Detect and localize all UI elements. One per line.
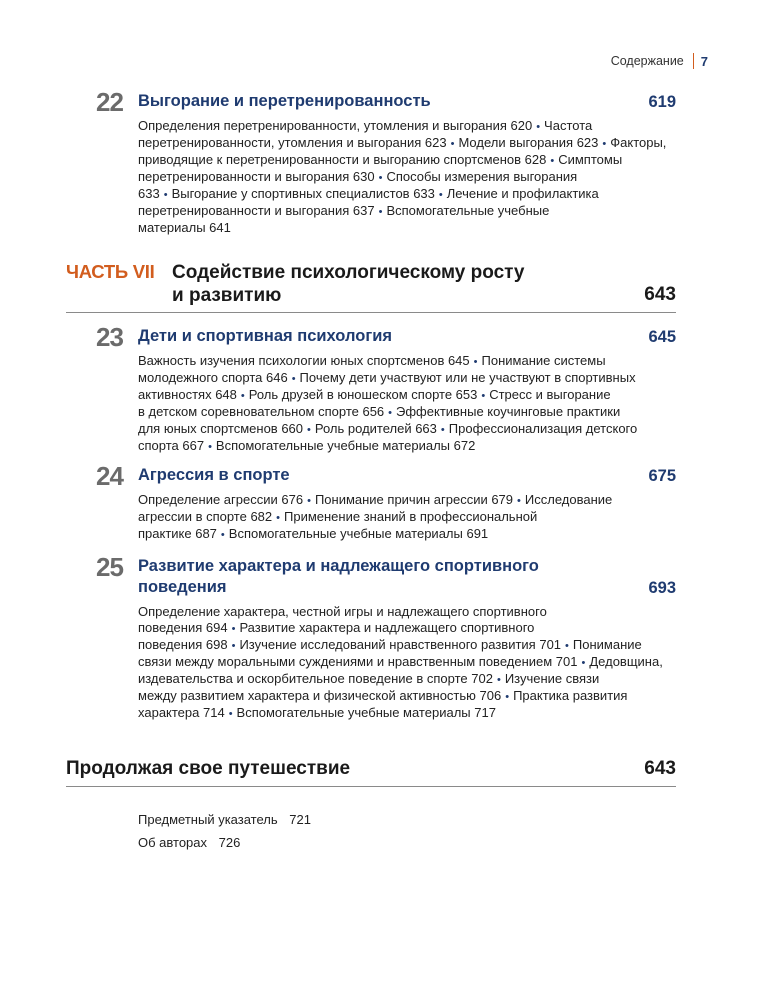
bullet-separator: • <box>473 356 478 368</box>
toc-chapter-23 <box>96 322 676 455</box>
bullet-separator: • <box>228 708 233 720</box>
bullet-separator: • <box>231 640 236 652</box>
bullet-separator: • <box>450 138 455 150</box>
closing-page[interactable]: 643 <box>644 758 676 779</box>
part-divider <box>66 312 676 313</box>
bullet-separator: • <box>291 373 296 385</box>
contents-line: перетренированности, утомления и выгорания 623 • Модели выгорания 623 • Факторы, <box>138 135 667 150</box>
backmatter-page: 726 <box>218 835 241 850</box>
contents-line: характера 714 • Вспомогательные учебные материалы 717 <box>138 705 496 720</box>
bullet-separator: • <box>565 640 569 652</box>
chapter-contents <box>138 118 676 236</box>
running-head <box>611 53 708 69</box>
chapter-page[interactable]: 693 <box>648 579 676 597</box>
toc-chapter-22 <box>96 87 676 236</box>
closing-divider <box>66 786 676 787</box>
chapter-title[interactable]: Выгорание и перетренированность <box>138 92 431 110</box>
contents-line: между развитием характера и физической активностью 706 • Практика развития <box>138 688 628 703</box>
contents-line: в детском соревновательном спорте 656 • Эффективные коучинговые практики <box>138 404 621 419</box>
contents-line: Определение характера, честной игры и надлежащего спортивного <box>138 604 547 619</box>
bullet-separator: • <box>208 441 212 453</box>
bullet-separator: • <box>307 495 311 507</box>
contents-line: перетренированности и выгорания 630 • Способы измерения выгорания <box>138 169 578 184</box>
backmatter-page: 721 <box>289 812 311 827</box>
contents-line: активностях 648 • Роль друзей в юношеском спорте 653 • Стресс и выгорание <box>138 387 611 402</box>
chapter-title-line: поведения <box>138 578 227 596</box>
chapter-number: 24 <box>96 461 123 491</box>
part-label: ЧАСТЬ VII <box>66 261 155 282</box>
chapter-contents <box>138 353 676 455</box>
bullet-separator: • <box>231 623 236 635</box>
part-title-line: Содействие психологическому росту <box>172 262 525 283</box>
closing-title[interactable]: Продолжая свое путешествие <box>66 758 351 779</box>
page-number: 7 <box>700 53 708 69</box>
bullet-separator: • <box>550 155 555 167</box>
bullet-separator: • <box>481 390 486 402</box>
contents-line: молодежного спорта 646 • Почему дети участвуют или не участвуют в спортивных <box>138 370 636 385</box>
bullet-separator: • <box>440 424 445 436</box>
bullet-separator: • <box>602 138 607 150</box>
contents-line: связи между моральными суждениями и нравственным поведением 701 • Дедовщина, <box>138 654 663 669</box>
backmatter-index[interactable] <box>138 812 311 827</box>
chapter-page[interactable]: 619 <box>648 93 676 111</box>
chapter-page[interactable]: 675 <box>648 467 676 485</box>
part-title-line: и развитию <box>172 285 282 306</box>
toc-backmatter <box>138 812 311 858</box>
bullet-separator: • <box>307 424 311 436</box>
running-head-section: Содержание <box>610 54 684 68</box>
bullet-separator: • <box>388 407 393 419</box>
contents-line: практике 687 • Вспомогательные учебные материалы 691 <box>138 526 489 541</box>
running-head-divider <box>693 53 694 69</box>
bullet-separator: • <box>505 691 510 703</box>
backmatter-label: Предметный указатель <box>138 812 278 827</box>
bullet-separator: • <box>438 189 443 201</box>
bullet-separator: • <box>276 512 280 524</box>
contents-line: поведения 694 • Развитие характера и надлежащего спортивного <box>138 620 535 635</box>
toc-closing-section <box>66 758 676 787</box>
chapter-number: 22 <box>96 87 123 117</box>
backmatter-label: Об авторах <box>138 835 208 850</box>
contents-line: Определение агрессии 676 • Понимание причин агрессии 679 • Исследование <box>138 492 613 507</box>
contents-line: Важность изучения психологии юных спортсменов 645 • Понимание системы <box>138 353 606 368</box>
contents-line: Определения перетренированности, утомления и выгорания 620 • Частота <box>138 118 593 133</box>
chapter-contents <box>138 492 676 543</box>
contents-line: агрессии в спорте 682 • Применение знаний в профессиональной <box>138 509 538 524</box>
bullet-separator: • <box>496 674 501 686</box>
toc-part-7 <box>66 261 676 313</box>
bullet-separator: • <box>517 495 521 507</box>
bullet-separator: • <box>220 529 225 541</box>
bullet-separator: • <box>378 206 383 218</box>
part-title[interactable] <box>172 261 676 307</box>
toc-chapter-24 <box>96 461 676 543</box>
toc-chapter-25 <box>96 552 676 722</box>
chapter-title[interactable] <box>138 556 676 598</box>
chapter-number: 25 <box>96 552 123 582</box>
contents-line: спорта 667 • Вспомогательные учебные материалы 672 <box>138 438 476 453</box>
bullet-separator: • <box>378 172 383 184</box>
contents-line: материалы 641 <box>138 220 231 235</box>
contents-line: 633 • Выгорание у спортивных специалистов 633 • Лечение и профилактика <box>138 186 599 201</box>
part-page[interactable]: 643 <box>644 284 676 305</box>
chapter-number: 23 <box>96 322 123 352</box>
chapter-title[interactable]: Агрессия в спорте <box>138 466 290 484</box>
contents-line: приводящие к перетренированности и выгоранию спортсменов 628 • Симптомы <box>138 152 623 167</box>
chapter-title[interactable]: Дети и спортивная психология <box>138 327 392 345</box>
bullet-separator: • <box>163 189 168 201</box>
chapter-title-line: Развитие характера и надлежащего спортивного <box>138 557 539 575</box>
contents-line: издевательства и оскорбительное поведение в спорте 702 • Изучение связи <box>138 671 600 686</box>
bullet-separator: • <box>581 657 586 669</box>
chapter-contents <box>138 604 676 722</box>
bullet-separator: • <box>240 390 245 402</box>
chapter-page[interactable]: 645 <box>648 328 676 346</box>
bullet-separator: • <box>536 121 541 133</box>
backmatter-authors[interactable] <box>138 835 311 850</box>
contents-line: поведения 698 • Изучение исследований нравственного развития 701 • Понимание <box>138 637 642 652</box>
contents-line: перетренированности и выгорания 637 • Вспомогательные учебные <box>138 203 550 218</box>
contents-line: для юных спортсменов 660 • Роль родителей 663 • Профессионализация детского <box>138 421 638 436</box>
